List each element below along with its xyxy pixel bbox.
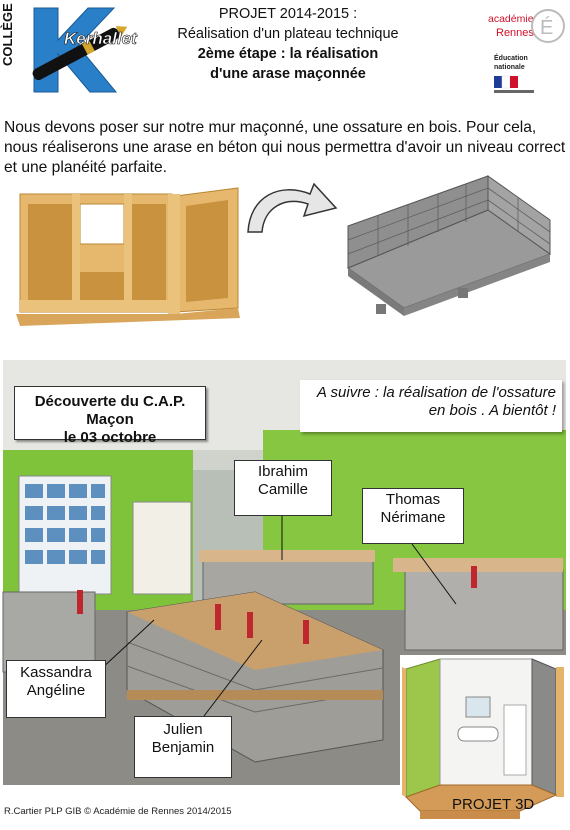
- name-line: Kassandra: [20, 664, 92, 681]
- name-line: Camille: [257, 481, 308, 498]
- name-line: Benjamin: [151, 739, 215, 756]
- acad-line-4: nationale: [494, 64, 525, 71]
- name-label-julien-benjamin: [134, 716, 232, 778]
- logo-college-text: COLLÈGE: [0, 3, 15, 66]
- acad-line-1: académie: [488, 13, 534, 25]
- name-line: Ibrahim: [257, 463, 309, 480]
- svg-text:É: É: [540, 17, 554, 39]
- a-suivre-line-1: A suivre : la réalisation de l'ossature: [316, 384, 556, 401]
- name-line: Angéline: [26, 682, 86, 699]
- name-label-ibrahim-camille: [234, 460, 332, 516]
- title-line-1: PROJET 2014-2015 :: [218, 6, 358, 22]
- a-suivre-line-2: en bois . A bientôt !: [428, 402, 556, 419]
- logo-name-text: Kerhallet: [64, 29, 137, 48]
- name-line: Nérimane: [380, 509, 446, 526]
- projet-3d-label: PROJET 3D: [452, 796, 535, 813]
- name-line: Julien: [163, 721, 203, 738]
- intro-paragraph: Nous devons poser sur notre mur maçonné, une ossature en bois. Pour cela, nous réaliserons une arase en béton qui nous permettra d'avoir un niveau correct et une planéité parfaite.: [4, 119, 566, 176]
- name-label-thomas-nerimane: [362, 488, 464, 544]
- decouverte-line-1: Découverte du C.A.P. Maçon: [34, 393, 186, 428]
- title-line-3: 2ème étape : la réalisation: [197, 46, 379, 62]
- decouverte-line-2: le 03 octobre: [63, 429, 157, 446]
- name-label-kassandra-angeline: [6, 660, 106, 718]
- footer-credit: R.Cartier PLP GIB © Académie de Rennes 2014/2015: [4, 806, 232, 817]
- acad-line-3: Éducation: [494, 55, 528, 62]
- name-line: Thomas: [385, 491, 441, 508]
- acad-line-2: Rennes: [496, 27, 534, 39]
- title-line-2: Réalisation d'un plateau technique: [177, 26, 399, 42]
- title-line-4: d'une arase maçonnée: [210, 66, 366, 82]
